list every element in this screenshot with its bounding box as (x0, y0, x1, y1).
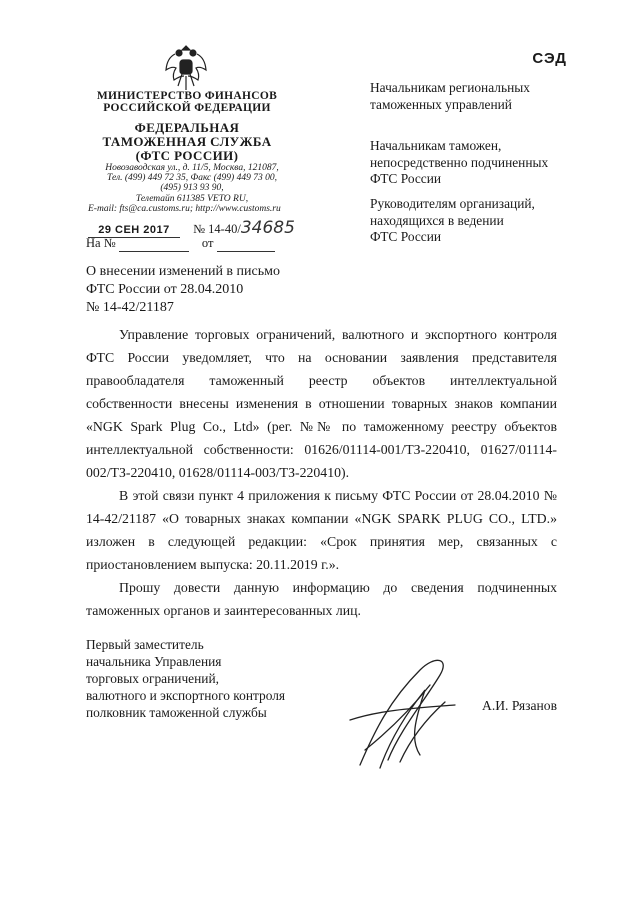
coat-of-arms-emblem (163, 42, 209, 94)
body-paragraph-2: В этой связи пункт 4 приложения к письму ФТС России от 28.04.2010 № 14-42/21187 «О товарных знаках компании «NGK SPARK PLUG CO., LTD.» изложен в следующей редакции: «Срок принятия мер, связанных с приостановлением выпуска: 20.11.2019 г.». (86, 488, 557, 572)
reference-number-label: На № (86, 236, 116, 250)
addressee-2: Начальникам таможен, непосредственно подчиненных ФТС России (370, 138, 549, 186)
ministry-name: МИНИСТЕРСТВО ФИНАНСОВ РОССИЙСКОЙ ФЕДЕРАЦИИ (96, 90, 278, 114)
registration-date: 29 СЕН 2017 (88, 222, 180, 238)
reference-number-line (119, 236, 189, 252)
addressee-1: Начальникам региональных таможенных управлений (370, 80, 530, 112)
addressee-3: Руководителям организаций, находящихся в ведении ФТС России (370, 196, 535, 244)
registration-row (88, 218, 328, 238)
letter-subject: О внесении изменений в письмо ФТС России от 28.04.2010 № 14-42/21187 (86, 264, 280, 315)
reference-date-line (217, 236, 275, 252)
signer-position: Первый заместитель начальника Управления торговых ограничений, валютного и экспортного контроля полковник таможенной службы (86, 637, 286, 720)
service-name: ФЕДЕРАЛЬНАЯ ТАМОЖЕННАЯ СЛУЖБА (ФТС РОССИИ) (102, 120, 272, 163)
handwritten-signature (330, 650, 480, 775)
contact-info: Новозаводская ул., д. 11/5, Москва, 121087, Тел. (499) 449 72 35, Факс (499) 449 73 00, (495) 913 93 90, Телетайп 611385 VETO RU, (105, 163, 279, 204)
body-paragraph-1: Управление торговых ограничений, валютного и экспортного контроля ФТС России уведомляет, что на основании заявления представителя правообладателя таможенный реестр объектов интеллектуальной собственности внесены изменения в отношении товарных знаков компании «NGK Spark Plug Co., Ltd» (рег. №№ по таможенному реестру объектов интеллектуальной собственности: 01626/01114-001/ТЗ-220410, 01627/01114-002/ТЗ-220410, 01628/01114-003/ТЗ-220410). (86, 327, 557, 480)
registration-number-prefix: № 14-40/ (193, 222, 241, 236)
registration-number-handwritten: 34685 (240, 218, 295, 238)
reference-row (86, 236, 275, 252)
body-paragraph-3: Прошу довести данную информацию до сведения подчиненных таможенных органов и заинтересованных лиц. (86, 580, 557, 618)
signer-name: А.И. Рязанов (482, 698, 558, 713)
reference-date-label: от (201, 236, 214, 250)
sed-mark: СЭД (532, 50, 567, 67)
email-line: E-mail: fts@ca.customs.ru; http://www.customs.ru (88, 204, 281, 214)
